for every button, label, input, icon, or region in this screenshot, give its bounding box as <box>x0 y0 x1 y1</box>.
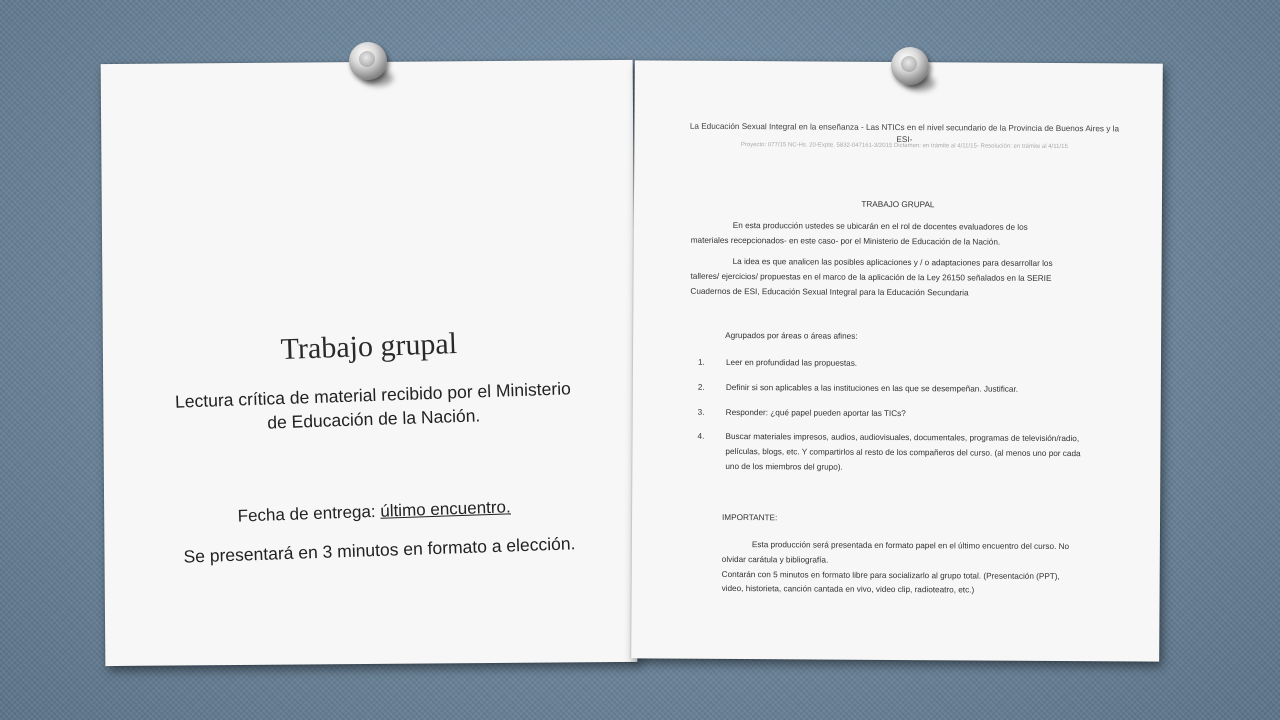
presentation-note: Se presentará en 3 minutos en formato a elección. <box>183 533 576 567</box>
important-title: IMPORTANTE: <box>722 512 778 523</box>
pushpin-icon <box>345 40 391 86</box>
paragraph-1 <box>691 218 1061 251</box>
list-item-text: Buscar materiales impresos, audios, audiovisuales, documentales, programas de televisión/radio, películas, blogs, etc. Y compartirlos al resto de los compañeros del curso. (al menos uno por cada uno de los miembros del grupo). <box>725 432 1081 472</box>
slide-title: Trabajo grupal <box>280 327 458 366</box>
important-text-2: Contarán con 5 minutos en formato libre para socializarlo al grupo total. (Presentación (PPT), video, historieta, canción cantada en vivo, video clip, radioteatro, etc.) <box>721 569 1060 595</box>
list-item-text: Responder: ¿qué papel pueden aportar las TICs? <box>725 407 906 418</box>
list-item-number: 2. <box>697 382 705 392</box>
list-item-number: 3. <box>697 407 705 417</box>
list-item-text: Leer en profundidad las propuestas. <box>725 357 858 368</box>
deadline-label: Fecha de entrega: <box>237 501 381 526</box>
list-item <box>698 405 1088 422</box>
task-list <box>697 356 1088 487</box>
important-block <box>722 538 1072 599</box>
slide-subtitle: Lectura crítica de material recibido por el Ministerio de Educación de la Nación. <box>174 378 572 433</box>
document-header: La Educación Sexual Integral en la enseñanza - Las NTICs en el nivel secundario de la Provincia de Buenos Aires y la ESI- <box>689 121 1120 144</box>
list-item <box>698 381 1088 398</box>
document-content <box>631 60 1163 661</box>
paragraph-2 <box>690 254 1060 302</box>
paragraph-2-text: La idea es que analicen las posibles aplicaciones y / o adaptaciones para desarrollar los talleres/ ejercicios/ propuestas en el marco de la aplicación de la Ley 26150 señalados en la SERIE Cuadernos de ESI, Educación Sexual Integral para la Educación Secundaria <box>690 256 1053 298</box>
important-text-1: Esta producción será presentada en formato papel en el último encuentro del curso. No olvidar carátula y bibliografía. <box>721 540 1070 565</box>
deadline-line <box>144 494 604 530</box>
document-meta: Proyecto: 077/15 NC-Hs. 20-Expte. 5832-047161-3/2015 Dictamen: en trámite al 4/11/15- Resolución: en trámite al 4/11/15 <box>740 142 1068 151</box>
list-item <box>697 430 1087 477</box>
groups-intro: Agrupados por áreas o áreas afines: <box>725 330 858 341</box>
list-item-text: Definir si son aplicables a las instituciones en las que se desempeñan. Justificar. <box>725 382 1019 394</box>
list-item-number: 4. <box>697 432 705 442</box>
slide-content <box>101 60 638 666</box>
pushpin-head <box>349 42 387 80</box>
left-paper-sheet <box>101 60 638 666</box>
deadline-value: último encuentro. <box>379 497 511 521</box>
right-paper-sheet <box>631 60 1163 661</box>
pushpin-head <box>891 47 929 85</box>
pushpin-icon <box>887 45 933 91</box>
list-item <box>698 356 1088 373</box>
list-item-number: 1. <box>697 357 705 367</box>
paragraph-1-text: En esta producción ustedes se ubicarán en el rol de docentes evaluadores de los materiales recepcionados- en este caso- por el Ministerio de Educación de la Nación. <box>690 220 1028 247</box>
section-title: TRABAJO GRUPAL <box>861 199 935 210</box>
